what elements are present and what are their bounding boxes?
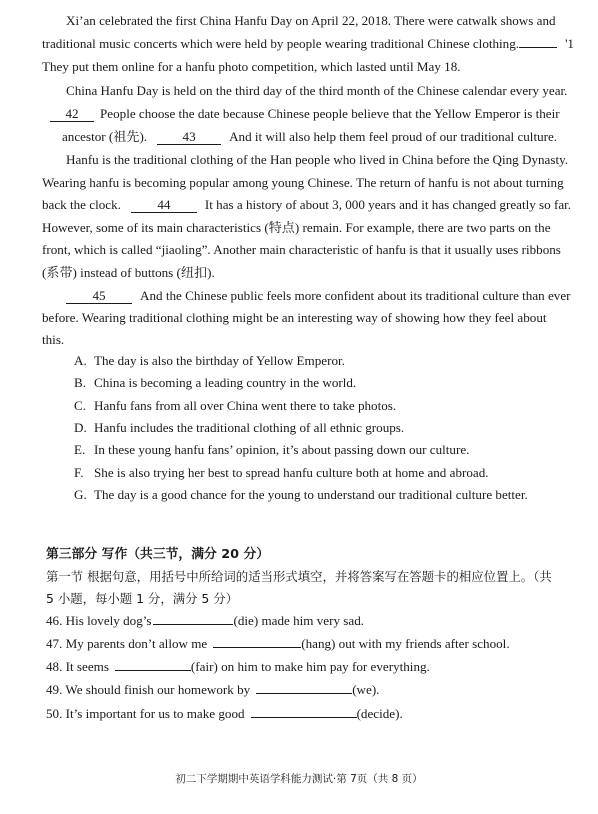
passage-text: And the Chinese public feels more confident about its traditional culture than ever bbox=[140, 288, 571, 303]
question-50 bbox=[46, 705, 598, 723]
question-text: 49. We should finish our homework by bbox=[46, 682, 251, 697]
question-46 bbox=[46, 612, 598, 630]
answer-blank-43[interactable] bbox=[157, 130, 221, 145]
passage-text: Xi’an celebrated the first China Hanfu Day on April 22, 2018. There were catwalk shows and bbox=[66, 13, 556, 28]
question-48 bbox=[46, 658, 598, 676]
answer-blank-44[interactable] bbox=[131, 198, 197, 213]
passage-text: Hanfu is the traditional clothing of the Han people who lived in China before the Qing Dynasty. bbox=[66, 152, 569, 167]
question-hint: (fair) on him to make him pay for everything. bbox=[190, 659, 430, 674]
question-text: 50. It’s important for us to make good bbox=[46, 706, 245, 721]
passage-line bbox=[42, 331, 598, 349]
passage-line bbox=[66, 82, 598, 100]
section-heading: 第三部分 写作（共三节，满分 20 分） bbox=[46, 547, 270, 562]
answer-blank-46[interactable] bbox=[153, 624, 233, 625]
option-key: G. bbox=[74, 487, 87, 502]
answer-blank-47[interactable] bbox=[213, 647, 301, 648]
option-g[interactable] bbox=[74, 486, 528, 504]
passage-text: It has a history of about 3, 000 years and it has changed greatly so far. bbox=[204, 197, 572, 212]
option-key: F. bbox=[74, 465, 84, 480]
passage-text: China Hanfu Day is held on the third day of the third month of the Chinese calendar every year. bbox=[66, 83, 568, 98]
passage-text: this. bbox=[42, 332, 65, 347]
answer-blank-49[interactable] bbox=[256, 693, 352, 694]
passage-line bbox=[42, 196, 598, 214]
question-49 bbox=[46, 681, 598, 699]
option-d[interactable] bbox=[74, 419, 404, 437]
page-footer: 初二下学期期中英语学科能力测试·第 7页（共 8 页） bbox=[175, 773, 423, 785]
answer-blank-48[interactable] bbox=[115, 670, 191, 671]
option-text: Hanfu includes the traditional clothing of all ethnic groups. bbox=[94, 420, 405, 435]
passage-text: traditional music concerts which were held by people wearing traditional Chinese clothing. bbox=[42, 36, 520, 51]
passage-line bbox=[42, 35, 592, 53]
answer-blank-45[interactable] bbox=[66, 289, 132, 304]
question-hint: (die) made him very sad. bbox=[233, 613, 365, 628]
blank-number-41: '1 bbox=[565, 36, 574, 51]
blank-number-43: 43 bbox=[182, 129, 196, 144]
passage-text: front, which is called “jiaoling”. Another main characteristic of hanfu is that it usually uses ribbons bbox=[42, 242, 561, 257]
passage-line bbox=[66, 287, 598, 305]
option-a[interactable] bbox=[74, 352, 345, 370]
passage-text: before. Wearing traditional clothing might be an interesting way of showing how they feel about bbox=[42, 310, 547, 325]
option-c[interactable] bbox=[74, 397, 396, 415]
passage-line bbox=[42, 174, 598, 192]
passage-line bbox=[42, 241, 598, 259]
section-instructions: 5 小题，每小题 1 分，满分 5 分） bbox=[46, 591, 239, 606]
question-text: 48. It seems bbox=[46, 659, 109, 674]
option-key: D. bbox=[74, 420, 87, 435]
passage-text: Wearing hanfu is becoming popular among young Chinese. The return of hanfu is not about turning bbox=[42, 175, 564, 190]
option-e[interactable] bbox=[74, 441, 469, 459]
passage-text: However, some of its main characteristics (特点) remain. For example, there are two parts on the bbox=[42, 220, 551, 235]
passage-line bbox=[50, 105, 598, 123]
option-b[interactable] bbox=[74, 374, 356, 392]
option-text: The day is also the birthday of Yellow Emperor. bbox=[94, 353, 345, 368]
passage-line bbox=[66, 151, 598, 169]
option-text: Hanfu fans from all over China went there to take photos. bbox=[94, 398, 397, 413]
blank-number-42: 42 bbox=[65, 106, 79, 121]
passage-text: back the clock. bbox=[42, 197, 121, 212]
section-instructions: 第一节 根据句意，用括号中所给词的适当形式填空，并将答案写在答题卡的相应位置上。（共 bbox=[46, 569, 552, 584]
answer-blank-50[interactable] bbox=[251, 717, 357, 718]
passage-line bbox=[42, 58, 598, 76]
blank-number-44: 44 bbox=[157, 197, 171, 212]
option-text: China is becoming a leading country in the world. bbox=[94, 375, 357, 390]
answer-blank-41[interactable] bbox=[519, 47, 557, 48]
option-text: She is also trying her best to spread hanfu culture both at home and abroad. bbox=[94, 465, 489, 480]
option-key: E. bbox=[74, 442, 86, 457]
question-hint: (decide). bbox=[356, 706, 403, 721]
option-f[interactable] bbox=[74, 464, 489, 482]
option-text: The day is a good chance for the young to understand our traditional culture better. bbox=[94, 487, 528, 502]
passage-text: They put them online for a hanfu photo competition, which lasted until May 18. bbox=[42, 59, 461, 74]
passage-line bbox=[42, 264, 598, 282]
blank-number-45: 45 bbox=[92, 288, 106, 303]
passage-text: And it will also help them feel proud of our traditional culture. bbox=[229, 129, 558, 144]
option-key: A. bbox=[74, 353, 87, 368]
question-47 bbox=[46, 635, 598, 653]
passage-text: (系带) instead of buttons (纽扣). bbox=[42, 265, 215, 280]
option-text: In these young hanfu fans’ opinion, it’s about passing down our culture. bbox=[94, 442, 470, 457]
question-text: 47. My parents don’t allow me bbox=[46, 636, 208, 651]
question-text: 46. His lovely dog’s bbox=[46, 613, 152, 628]
passage-line bbox=[42, 219, 598, 237]
question-hint: (hang) out with my friends after school. bbox=[301, 636, 510, 651]
option-key: C. bbox=[74, 398, 87, 413]
passage-text: ancestor (祖先). bbox=[62, 129, 148, 144]
passage-text: People choose the date because Chinese people believe that the Yellow Emperor is their bbox=[100, 106, 560, 121]
passage-line bbox=[62, 128, 598, 146]
option-key: B. bbox=[74, 375, 87, 390]
answer-blank-42[interactable] bbox=[50, 107, 94, 122]
passage-line bbox=[42, 309, 598, 327]
question-hint: (we). bbox=[352, 682, 380, 697]
passage-line bbox=[66, 12, 586, 30]
